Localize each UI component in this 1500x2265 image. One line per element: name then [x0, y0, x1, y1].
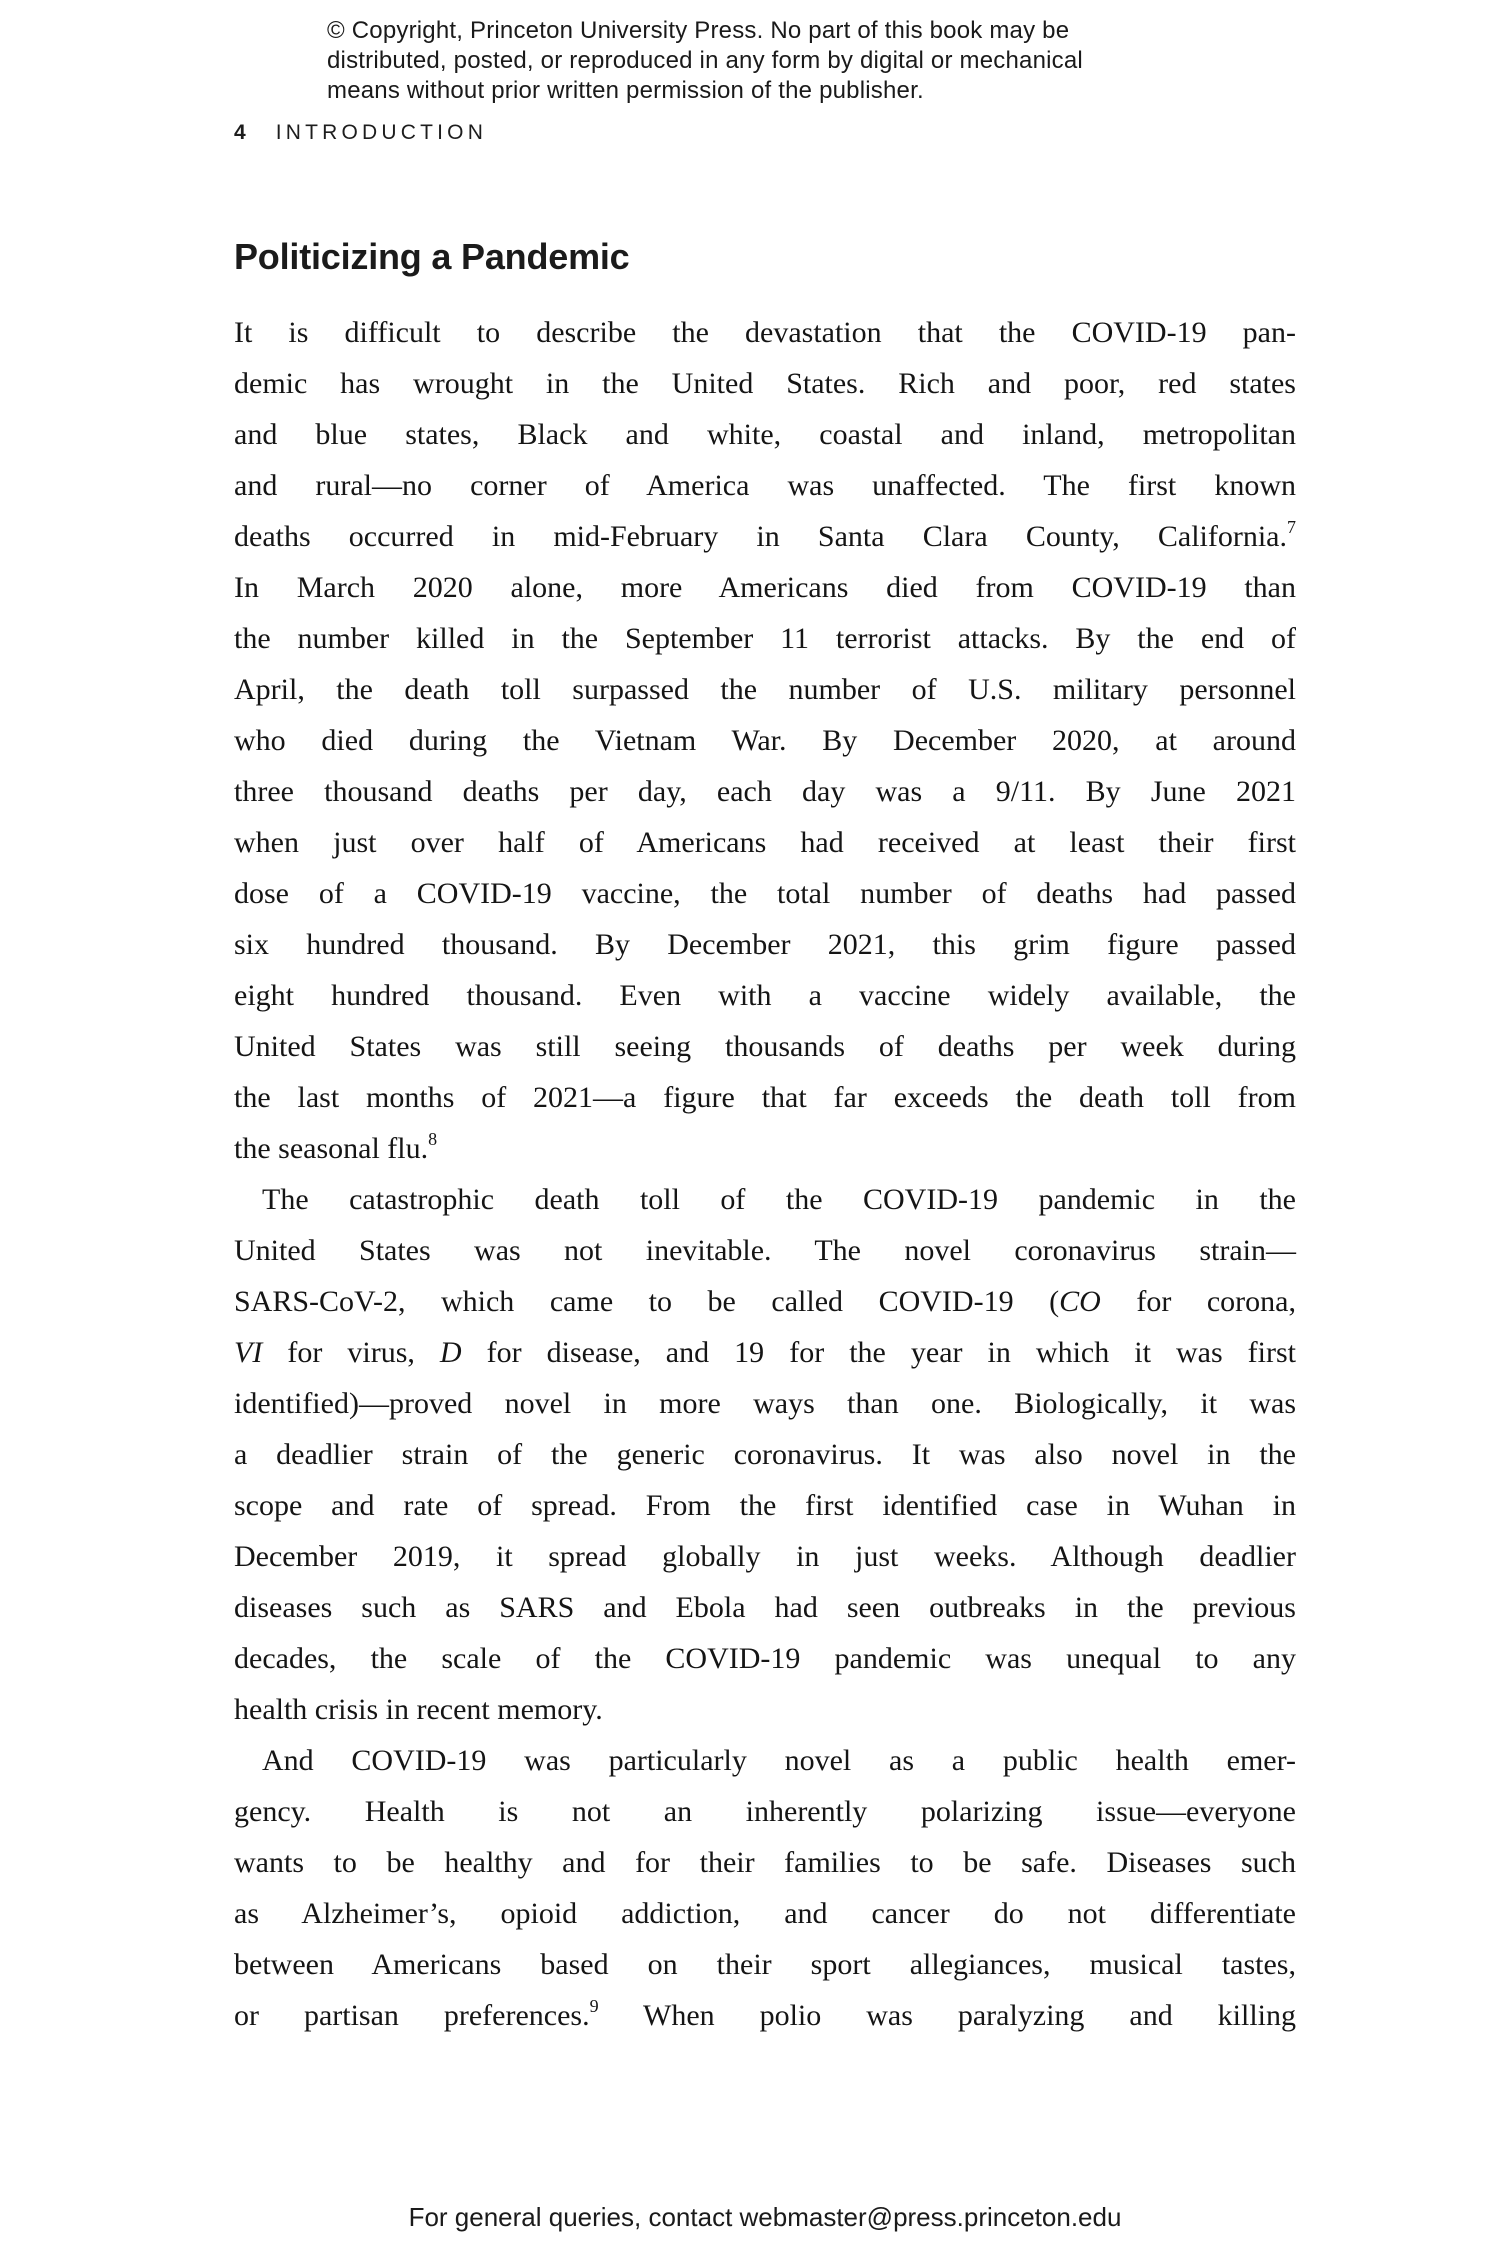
text-line [234, 1021, 1296, 1072]
text-run: health crisis in recent memory. [234, 1693, 603, 1726]
text-line [234, 1837, 1296, 1888]
text-run: a deadlier strain of the generic coronavirus. It was also novel in the [234, 1438, 1296, 1471]
body-text [234, 307, 1296, 2041]
text-line [234, 613, 1296, 664]
text-line [234, 766, 1296, 817]
text-line [234, 1888, 1296, 1939]
text-line [234, 307, 1296, 358]
text-run: identified)—proved novel in more ways than one. Biologically, it was [234, 1387, 1296, 1420]
text-run: In March 2020 alone, more Americans died from COVID-19 than [234, 571, 1296, 604]
text-line [234, 715, 1296, 766]
text-run: between Americans based on their sport allegiances, musical tastes, [234, 1948, 1296, 1981]
page-number: 4 [234, 121, 247, 144]
copyright-line: means without prior written permission of the publisher. [327, 77, 924, 104]
chapter-title: INTRODUCTION [275, 121, 488, 144]
text-line [234, 868, 1296, 919]
footnote-ref: 7 [1287, 517, 1296, 537]
text-line [234, 1123, 1296, 1174]
text-line [234, 562, 1296, 613]
text-run: wants to be healthy and for their families to be safe. Diseases such [234, 1846, 1296, 1879]
text-run: dose of a COVID-19 vaccine, the total number of deaths had passed [234, 877, 1296, 910]
text-line [234, 1480, 1296, 1531]
text-run: SARS-CoV-2, which came to be called COVID-19 ( [234, 1285, 1060, 1318]
footnote-ref: 8 [428, 1129, 438, 1149]
text-run: decades, the scale of the COVID-19 pandemic was unequal to any [234, 1642, 1296, 1675]
footer-text: For general queries, contact webmaster@press.princeton.edu [408, 2202, 1122, 2232]
text-run: as Alzheimer’s, opioid addiction, and cancer do not differentiate [234, 1897, 1296, 1930]
text-line [234, 1174, 1296, 1225]
text-line [234, 1735, 1296, 1786]
text-run: CO [1059, 1285, 1101, 1318]
text-line [234, 919, 1296, 970]
text-line [234, 1786, 1296, 1837]
copyright-line: © Copyright, Princeton University Press. No part of this book may be [327, 17, 1070, 44]
text-line [234, 1939, 1296, 1990]
text-run: or partisan preferences. [234, 1999, 590, 2032]
text-line [234, 1990, 1296, 2041]
text-run: the seasonal flu. [234, 1132, 429, 1165]
text-run: United States was still seeing thousands of deaths per week during [234, 1030, 1296, 1063]
text-run: December 2019, it spread globally in just weeks. Although deadlier [234, 1540, 1296, 1573]
text-run: When polio was paralyzing and killing [598, 1999, 1296, 2032]
text-run: April, the death toll surpassed the number of U.S. military personnel [234, 673, 1296, 706]
text-line [234, 1276, 1296, 1327]
text-line [234, 1582, 1296, 1633]
text-line [234, 1429, 1296, 1480]
text-line [234, 817, 1296, 868]
text-run: United States was not inevitable. The novel coronavirus strain— [234, 1234, 1296, 1267]
copyright-line: distributed, posted, or reproduced in any form by digital or mechanical [327, 47, 1083, 74]
text-line [234, 358, 1296, 409]
text-run: diseases such as SARS and Ebola had seen outbreaks in the previous [234, 1591, 1296, 1624]
text-run: The catastrophic death toll of the COVID-19 pandemic in the [262, 1183, 1296, 1216]
text-run: for virus, [262, 1336, 440, 1369]
text-run: the number killed in the September 11 terrorist attacks. By the end of [234, 622, 1296, 655]
text-run: the last months of 2021—a figure that far exceeds the death toll from [234, 1081, 1296, 1114]
text-run: gency. Health is not an inherently polarizing issue—everyone [234, 1795, 1296, 1828]
text-run: three thousand deaths per day, each day was a 9/11. By June 2021 [234, 775, 1296, 808]
text-line [234, 460, 1296, 511]
text-line [234, 1327, 1296, 1378]
text-line [234, 1072, 1296, 1123]
text-run: And COVID-19 was particularly novel as a public health emer- [262, 1744, 1296, 1777]
text-run: when just over half of Americans had received at least their first [234, 826, 1296, 859]
text-run: six hundred thousand. By December 2021, this grim figure passed [234, 928, 1296, 961]
text-line [234, 1531, 1296, 1582]
text-run: It is difficult to describe the devastation that the COVID-19 pan- [234, 316, 1296, 349]
section-heading: Politicizing a Pandemic [234, 236, 630, 277]
text-run: who died during the Vietnam War. By December 2020, at around [234, 724, 1296, 757]
running-header [234, 121, 487, 145]
footnote-ref: 9 [589, 1996, 599, 2016]
text-run: demic has wrought in the United States. Rich and poor, red states [234, 367, 1296, 400]
text-line [234, 1378, 1296, 1429]
text-line [234, 664, 1296, 715]
text-run: and rural—no corner of America was unaffected. The first known [234, 469, 1296, 502]
text-run: eight hundred thousand. Even with a vaccine widely available, the [234, 979, 1296, 1012]
text-run: scope and rate of spread. From the first identified case in Wuhan in [234, 1489, 1296, 1522]
text-run: D [439, 1336, 462, 1369]
text-line [234, 511, 1296, 562]
text-run: for corona, [1100, 1285, 1296, 1318]
text-line [234, 1633, 1296, 1684]
text-run: and blue states, Black and white, coastal and inland, metropolitan [234, 418, 1296, 451]
text-line [234, 1684, 1296, 1735]
copyright-notice [327, 16, 1083, 106]
page-footer [234, 2202, 1296, 2232]
text-line [234, 970, 1296, 1021]
text-run: VI [234, 1336, 263, 1369]
text-line [234, 409, 1296, 460]
text-run: for disease, and 19 for the year in which it was first [461, 1336, 1296, 1369]
text-run: deaths occurred in mid-February in Santa Clara County, California. [234, 520, 1287, 553]
text-line [234, 1225, 1296, 1276]
